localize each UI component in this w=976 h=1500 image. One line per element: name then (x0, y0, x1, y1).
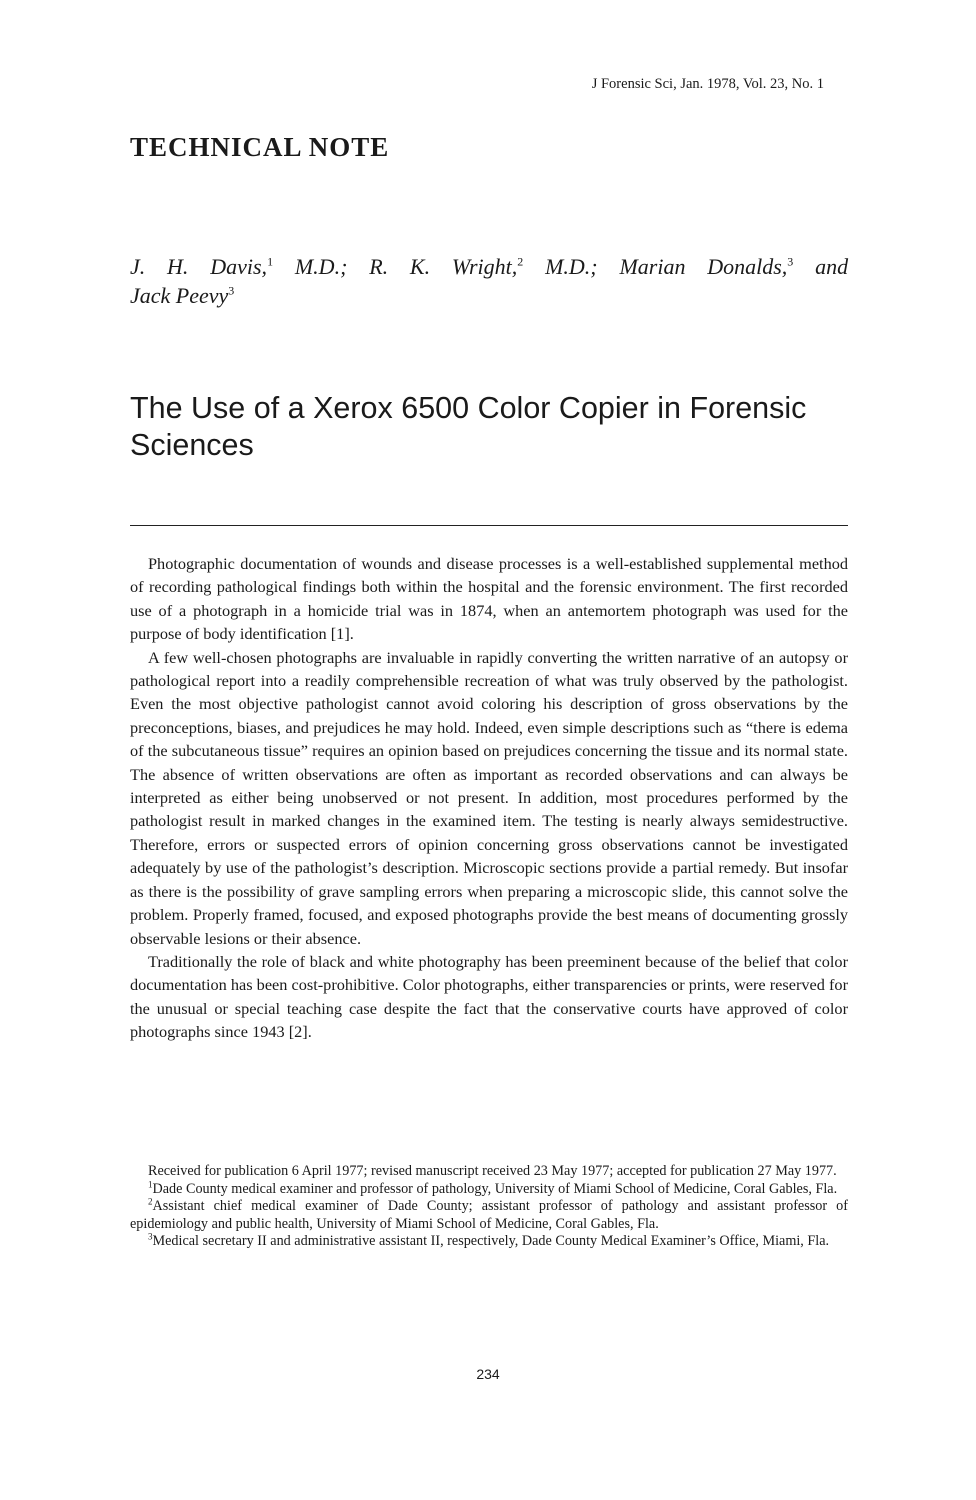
footnote-mark: 2 (148, 1196, 153, 1207)
footnote-text: Dade County medical examiner and professor of pathology, University of Miami School of Medicine, Coral Gables, Fla. (152, 1180, 838, 1197)
author-degree: M.D.; (545, 254, 598, 279)
author-affiliation-mark: 1 (267, 254, 274, 269)
received-note: Received for publication 6 April 1977; revised manuscript received 23 May 1977; accepted for publication 27 May 1977. (148, 1163, 837, 1179)
footnote (130, 1198, 848, 1233)
author-affiliation-mark: 2 (517, 254, 524, 269)
running-head: J Forensic Sci, Jan. 1978, Vol. 23, No. 1 (591, 76, 824, 92)
author-name: R. K. Wright, (369, 254, 518, 279)
body-paragraph: Photographic documentation of wounds and disease processes is a well-established supplemental method of recording pathological findings both within the hospital and the forensic environment. The first recorded use of a photograph in a homicide trial was in 1874, when an antemortem photograph was used for the purpose of body identification [1]. (130, 554, 848, 644)
title-divider (130, 525, 848, 526)
section-label: TECHNICAL NOTE (130, 132, 390, 162)
article-body (130, 552, 848, 1044)
author-degree: M.D.; (294, 254, 348, 279)
page-number: 234 (476, 1366, 500, 1382)
author-line (130, 252, 848, 281)
author-affiliation-mark: 3 (787, 254, 794, 269)
body-paragraph: A few well-chosen photographs are invaluable in rapidly converting the written narrative of an autopsy or pathological report into a readily comprehensible recreation of what was truly observed by the pathologist. Even the most objective pathologist cannot avoid coloring his description of gross observations by the preconceptions, biases, and prejudices he may hold. Indeed, even simple descriptions such as “there is edema of the subcutaneous tissue” requires an opinion based on prejudices concerning the tissue and its normal state. The absence of written observations are often as important as recorded observations and can always be interpreted as either being unobserved or not present. In addition, most procedures performed by the pathologist result in marked changes in the examined item. The testing is nearly always semidestructive. Therefore, errors or suspected errors of opinion concerning gross observations cannot be investigated adequately by use of the pathologist’s description. Microscopic sections provide a partial remedy. But insofar as there is the possibility of grave sampling errors when preparing a microscopic slide, this cannot solve the problem. Properly framed, focused, and exposed photographs provide the best means of documenting grossly observable lesions or their absence. (130, 647, 848, 948)
author-line-2 (130, 281, 234, 310)
footnote (130, 1178, 848, 1199)
footnote-text: Medical secretary II and administrative assistant II, respectively, Dade County Medical Examiner’s Office, Miami, Fla. (152, 1233, 830, 1249)
author-name: Marian Donalds, (619, 254, 788, 279)
body-paragraph: Traditionally the role of black and white photography has been preeminent because of the belief that color documentation has been cost-prohibitive. Color photographs, either transparencies or prints, were reserved for the unusual or special teaching case despite the fact that the conservative courts have approved of color photographs since 1943 [2]. (130, 951, 848, 1042)
author-affiliation-mark: 3 (228, 283, 235, 298)
author-conjunction: and (815, 254, 849, 279)
footnote-text: Assistant chief medical examiner of Dade County; assistant professor of pathology and assistant professor of epidemiology and public health, University of Miami School of Medicine, Coral Gables, Fla. (130, 1198, 848, 1232)
footnote-mark: 1 (148, 1178, 153, 1189)
author-name: Jack Peevy (130, 283, 229, 308)
article-title: The Use of a Xerox 6500 Color Copier in Forensic Sciences (130, 391, 807, 462)
footnote-mark: 3 (148, 1231, 153, 1242)
author-name: J. H. Davis, (130, 254, 268, 279)
footnotes (130, 1163, 848, 1251)
footnote (130, 1233, 848, 1251)
